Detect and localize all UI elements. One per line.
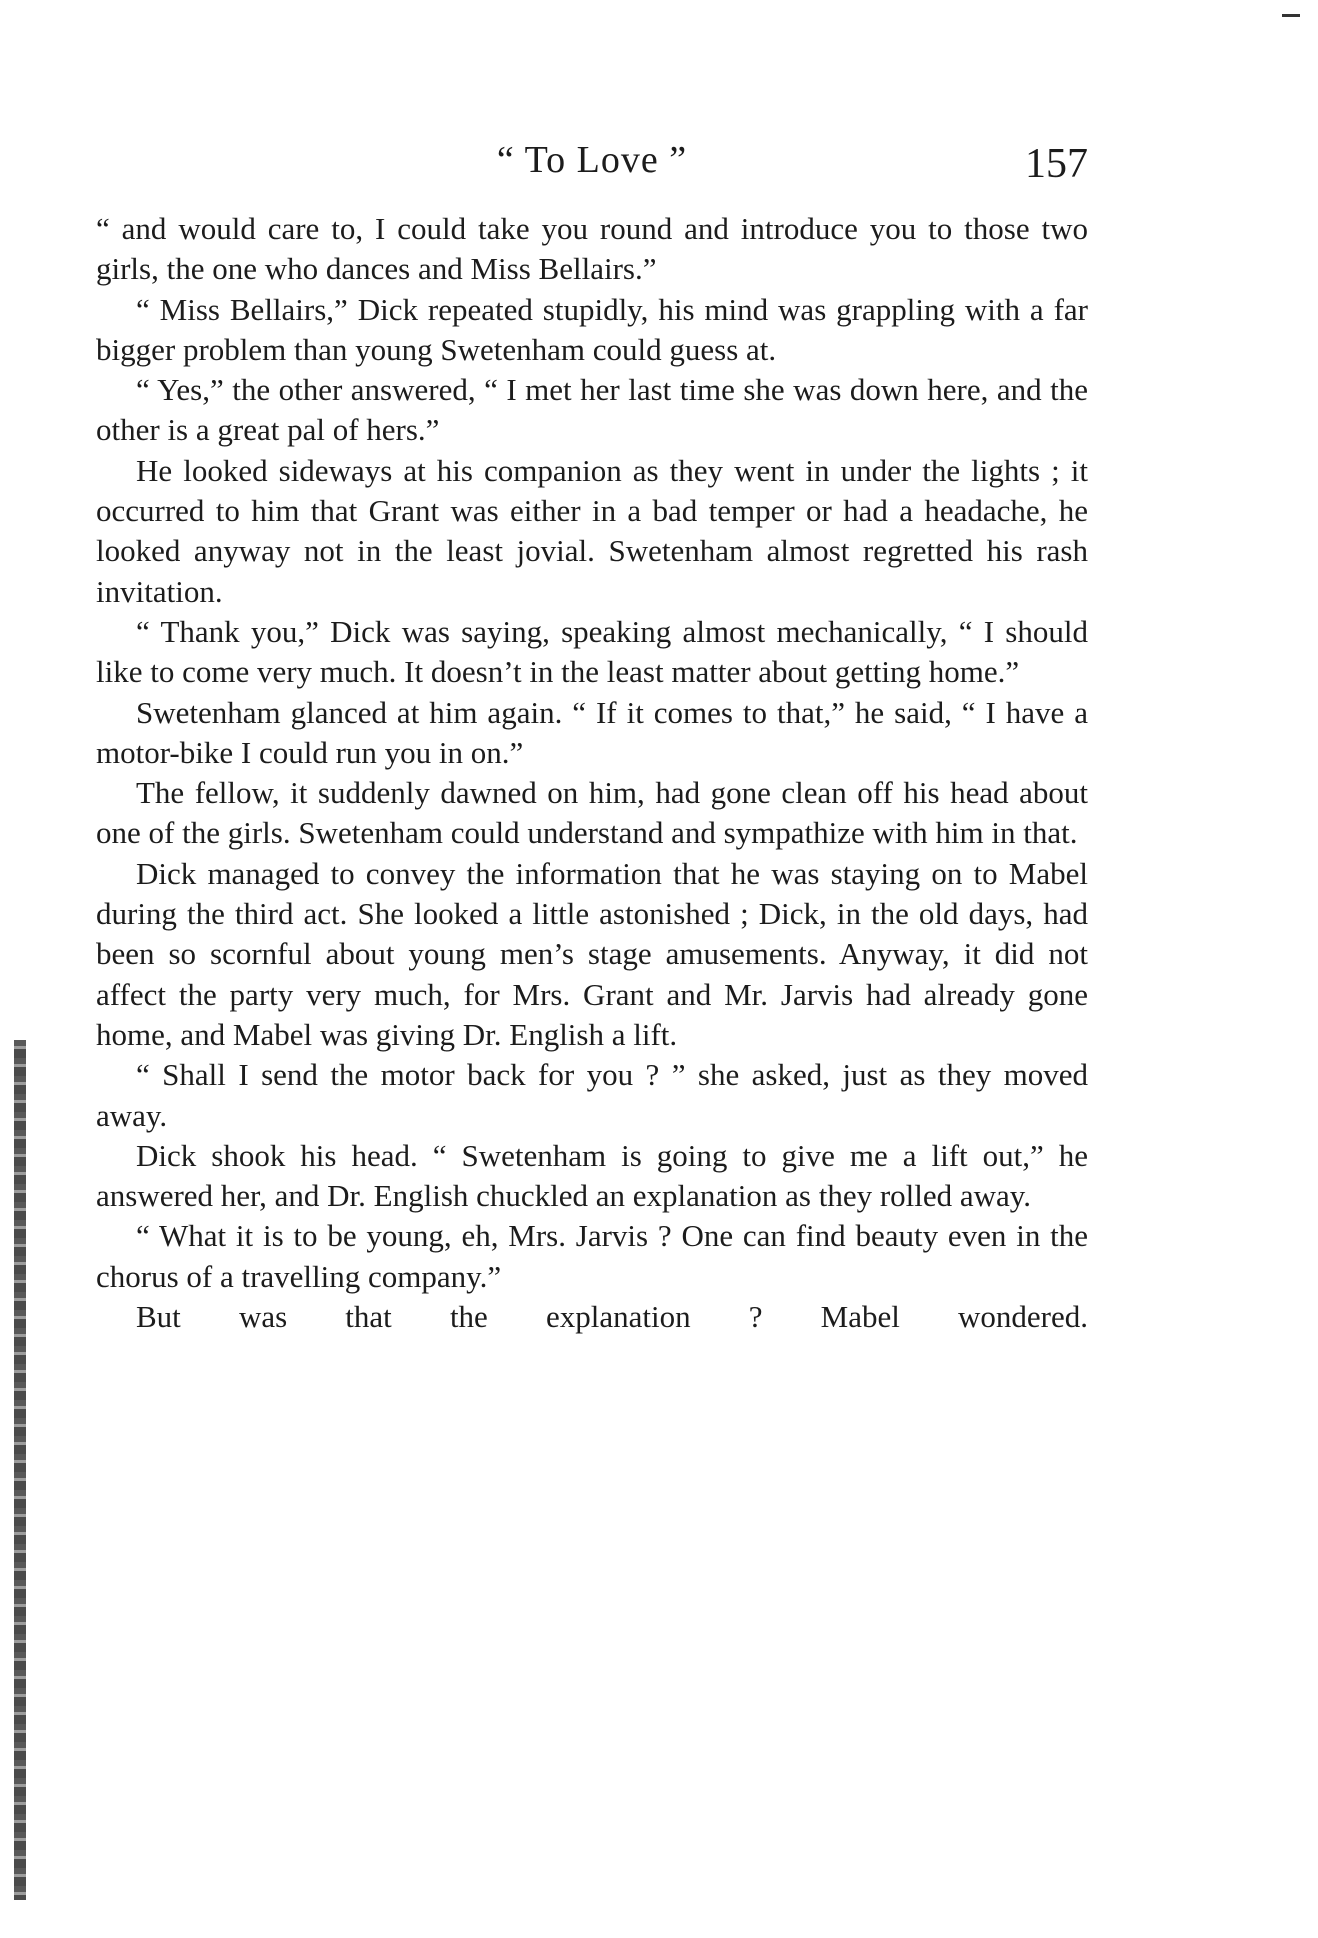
paragraph: “ Yes,” the other answered, “ I met her last time she was down here, and the other is a great pal of hers.”: [96, 372, 1088, 448]
paragraph: “ Shall I send the motor back for you ? ” she asked, just as they moved away.: [96, 1057, 1088, 1133]
paragraph: The fellow, it suddenly dawned on him, had gone clean off his head about one of the girls. Swetenham could understand and sympathize with him in that.: [96, 775, 1088, 851]
paragraph: “ Thank you,” Dick was saying, speaking almost mechanically, “ I should like to come very much. It doesn’t in the least matter about getting home.”: [96, 613, 1088, 690]
paragraph: Swetenham glanced at him again. “ If it comes to that,” he said, “ I have a motor-bike I could run you in on.”: [96, 694, 1088, 770]
paragraph: Dick shook his head. “ Swetenham is going to give me a lift out,” he answered her, and Dr. English chuckled an explanation as they rolled away.: [96, 1137, 1088, 1214]
paragraph: “ Miss Bellairs,” Dick repeated stupidly, his mind was grappling with a far bigger problem than young Swetenham could guess at.: [96, 291, 1088, 367]
paragraph: Dick managed to convey the information that he was staying on to Mabel during the third act. She looked a little astonished ; Dick, in the old days, had been so scornful about young men’s stage amusements. Anyway, it did not affect the party very much, for Mrs. Grant and Mr. Jarvis had already gone home, and Mabel was giving Dr. English a lift.: [96, 855, 1088, 1052]
paragraph: He looked sideways at his companion as they went in under the lights ; it occurred to him that Grant was either in a bad temper or had a headache, he looked anyway not in the least jovial. Swetenham almost regretted his rash invitation.: [96, 452, 1088, 609]
corner-mark: [1282, 14, 1300, 17]
body-text: [96, 209, 1088, 1337]
paragraph: “ What it is to be young, eh, Mrs. Jarvis ? One can find beauty even in the chorus of a travelling company.”: [96, 1218, 1088, 1294]
page-header: [96, 138, 1088, 194]
page-number: 157: [1025, 141, 1088, 187]
paragraph: “ and would care to, I could take you round and introduce you to those two girls, the one who dances and Miss Bellairs.”: [96, 211, 1088, 287]
binding-gutter-shadow: [14, 1040, 26, 1900]
paragraph: But was that the explanation ? Mabel wondered.: [136, 1299, 1088, 1335]
running-title: “ To Love ”: [496, 139, 688, 181]
